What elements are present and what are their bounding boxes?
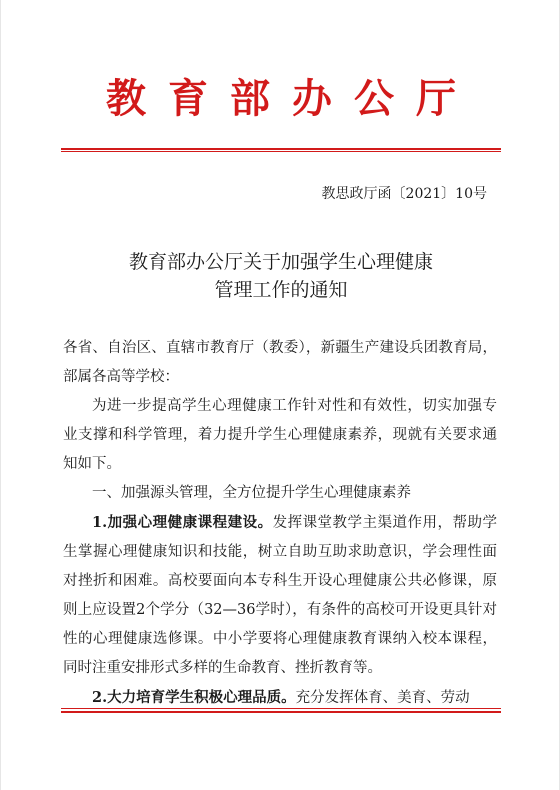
masthead-rule-thick [61,148,501,150]
item-1-text: 发挥课堂教学主渠道作用，帮助学生掌握心理健康知识和技能，树立自助互助求助意识，学会理性面对挫折和困难。高校要面向本专科生开设心理健康公共必修课，原则上应设置2个学分（32—36学时），有条件的高校可开设更具针对性的心理健康选修课。中小学要将心理健康教育课纳入校本课程，同时注重安排形式多样的生命教育、挫折教育等。 [63,515,498,676]
item-2-heading: 2.大力培育学生积极心理品质。 [92,689,296,706]
addressee: 各省、自治区、直辖市教育厅（教委），新疆生产建设兵团教育局，部属各高等学校： [63,340,497,385]
title-line-1: 教育部办公厅关于加强学生心理健康 [128,251,433,273]
item-1-paragraph [63,508,497,683]
footer-rule-thin [61,708,501,709]
masthead-rule-thin [61,151,501,152]
title-line-2: 管理工作的通知 [214,279,348,301]
intro-paragraph: 为进一步提高学生心理健康工作针对性和有效性，切实加强专业支撑和科学管理，着力提升学生心理健康素养，现就有关要求通知如下。 [63,398,497,472]
item-1-heading: 1.加强心理健康课程建设。 [92,514,273,531]
document-title [61,248,501,304]
document-number: 教思政厅函〔2021〕10号 [321,186,487,202]
document-body [63,334,497,713]
section-1-heading: 一、加强源头管理，全方位提升学生心理健康素养 [92,485,411,501]
masthead-title: 教育部办公厅 [106,75,478,122]
item-2-text: 充分发挥体育、美育、劳动 [295,690,470,706]
footer-rule-thick [61,711,501,713]
